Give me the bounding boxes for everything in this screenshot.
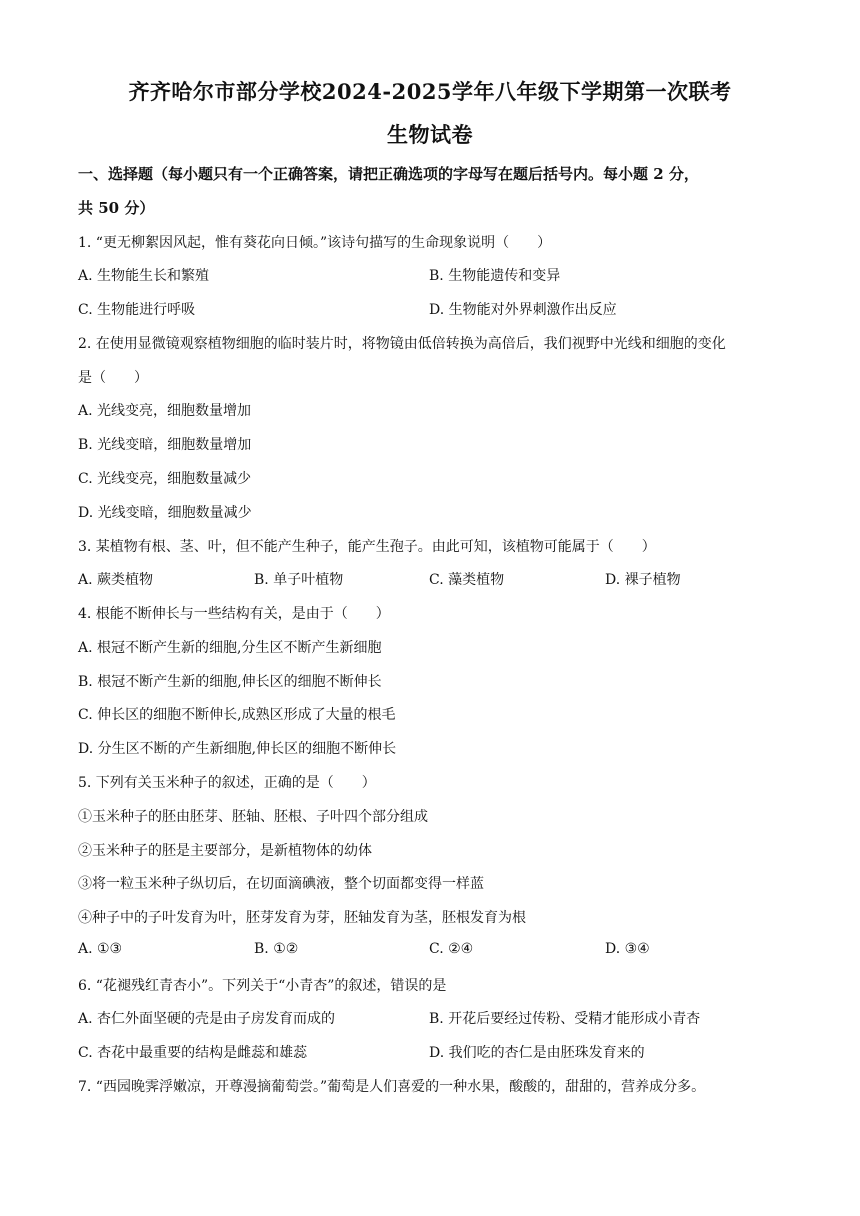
question-2-stem: 2. 在使用显微镜观察植物细胞的临时装片时，将物镜由低倍转换为高倍后，我们视野中光线和细胞的变化 <box>78 336 726 352</box>
section-heading: 一、选择题（每小题只有一个正确答案，请把正确选项的字母写在题后括号内。每小题 2 分， <box>78 165 699 183</box>
option-a: A. 根冠不断产生新的细胞,分生区不断产生新细胞 <box>78 640 382 656</box>
question-6-options-row2 <box>78 1042 798 1062</box>
question-6-options-row1 <box>78 1008 798 1028</box>
question-3-options-row <box>78 569 798 589</box>
option-b: B. 开花后要经过传粉、受精才能形成小青杏 <box>429 1011 701 1027</box>
option-a: A. 蕨类植物 <box>78 572 154 588</box>
option-c: C. ②④ <box>429 941 474 957</box>
option-d: D. 我们吃的杏仁是由胚珠发育来的 <box>429 1045 645 1061</box>
question-6-stem: 6. “花褪残红青杏小”。下列关于“小青杏”的叙述，错误的是 <box>78 978 447 994</box>
option-d: D. 生物能对外界刺激作出反应 <box>429 302 617 318</box>
option-c: C. 伸长区的细胞不断伸长,成熟区形成了大量的根毛 <box>78 707 396 723</box>
option-d: D. ③④ <box>605 941 650 957</box>
statement-4: ④种子中的子叶发育为叶，胚芽发育为芽，胚轴发育为茎，胚根发育为根 <box>78 910 526 926</box>
statement-3: ③将一粒玉米种子纵切后，在切面滴碘液，整个切面都变得一样蓝 <box>78 876 484 892</box>
question-5-options-row <box>78 941 798 961</box>
option-d: D. 分生区不断的产生新细胞,伸长区的细胞不断伸长 <box>78 741 397 757</box>
option-d: D. 光线变暗，细胞数量减少 <box>78 505 252 521</box>
option-a: A. ①③ <box>78 941 123 957</box>
question-3-stem: 3. 某植物有根、茎、叶，但不能产生种子，能产生孢子。由此可知，该植物可能属于（ ） <box>78 539 656 555</box>
option-b: B. 生物能遗传和变异 <box>429 268 561 284</box>
section-heading-cont: 共 50 分） <box>78 199 155 217</box>
question-2-stem-cont: 是（ ） <box>78 370 148 386</box>
question-7-stem: 7. “西园晚霁浮嫩凉，开尊漫摘葡萄尝。”葡萄是人们喜爱的一种水果，酸酸的，甜甜的，营养成分多。 <box>78 1079 706 1095</box>
option-b: B. 单子叶植物 <box>254 572 344 588</box>
option-c: C. 杏花中最重要的结构是雌蕊和雄蕊 <box>78 1045 308 1061</box>
option-a: A. 杏仁外面坚硬的壳是由子房发育而成的 <box>78 1011 336 1027</box>
option-c: C. 光线变亮，细胞数量减少 <box>78 471 252 487</box>
question-4-stem: 4. 根能不断伸长与一些结构有关，是由于（ ） <box>78 606 390 622</box>
option-a: A. 光线变亮，细胞数量增加 <box>78 403 252 419</box>
option-a: A. 生物能生长和繁殖 <box>78 268 210 284</box>
option-b: B. 根冠不断产生新的细胞,伸长区的细胞不断伸长 <box>78 674 382 690</box>
option-c: C. 生物能进行呼吸 <box>78 302 196 318</box>
option-d: D. 裸子植物 <box>605 572 681 588</box>
question-5-stem: 5. 下列有关玉米种子的叙述，正确的是（ ） <box>78 775 376 791</box>
statement-2: ②玉米种子的胚是主要部分，是新植物体的幼体 <box>78 843 372 859</box>
question-1-stem: 1. “更无柳絮因风起，惟有葵花向日倾。”该诗句描写的生命现象说明（ ） <box>78 235 552 251</box>
question-1-options-row1 <box>78 265 798 285</box>
option-c: C. 藻类植物 <box>429 572 505 588</box>
statement-1: ①玉米种子的胚由胚芽、胚轴、胚根、子叶四个部分组成 <box>78 809 428 825</box>
exam-subtitle: 生物试卷 <box>387 122 473 147</box>
option-b: B. ①② <box>254 941 299 957</box>
option-b: B. 光线变暗，细胞数量增加 <box>78 437 252 453</box>
question-1-options-row2 <box>78 299 798 319</box>
exam-title: 齐齐哈尔市部分学校2024-2025学年八年级下学期第一次联考 <box>128 79 732 104</box>
